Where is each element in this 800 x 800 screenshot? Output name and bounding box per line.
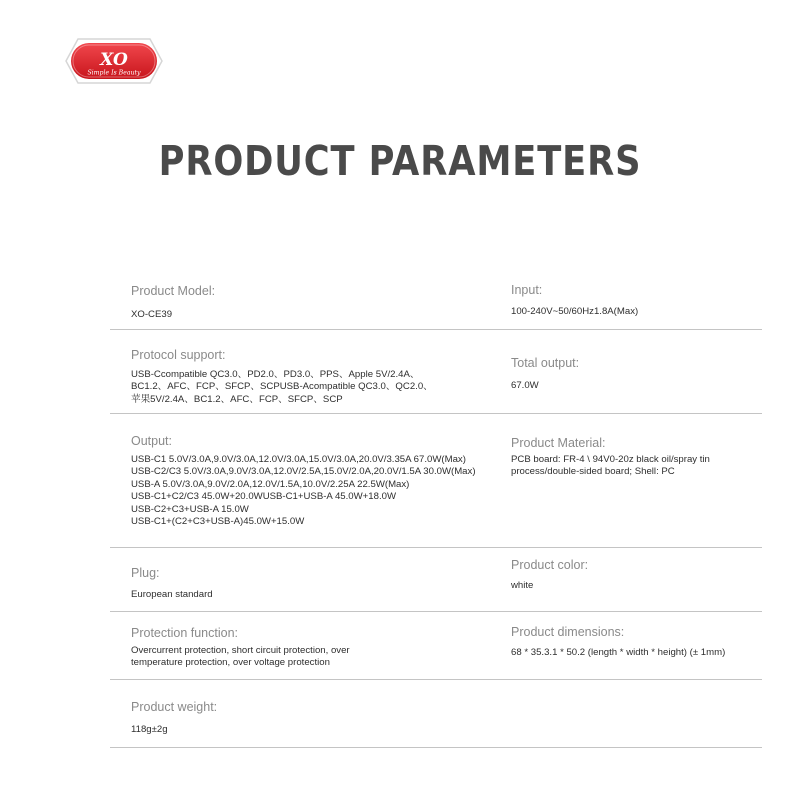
spec-value-lines: [131, 645, 491, 670]
spec-product-material: [511, 435, 761, 479]
spec-value-lines: [131, 454, 491, 528]
spec-value-line: USB-C1+(C2+C3+USB-A)45.0W+15.0W: [131, 516, 305, 528]
spec-row-output-material: [110, 414, 762, 548]
spec-value-line: USB-C1+C2/C3 45.0W+20.0WUSB-C1+USB-A 45.0W+18.0W: [131, 491, 397, 503]
spec-row-model-input: [110, 266, 762, 330]
spec-row-weight: [110, 680, 762, 748]
spec-label: Product Material:: [511, 436, 606, 450]
spec-value-line: USB-Ccompatible QC3.0、PD2.0、PD3.0、PPS、Apple 5V/2.4A、: [131, 369, 420, 380]
spec-input: [511, 282, 761, 318]
spec-value: XO-CE39: [131, 309, 173, 320]
spec-product-weight: [131, 699, 491, 736]
spec-output: [131, 433, 491, 528]
spec-product-color: [511, 557, 761, 592]
spec-value-line: USB-A 5.0V/3.0A,9.0V/2.0A,12.0V/1.5A,10.0V/2.25A 22.5W(Max): [131, 478, 410, 490]
spec-value-line: process/double-sided board; Shell: PC: [511, 466, 675, 478]
spec-plug: [131, 565, 491, 601]
spec-value-line: PCB board: FR-4 \ 94V0-20z black oil/spray tin: [511, 454, 710, 465]
spec-label: Product Model:: [131, 284, 216, 298]
spec-label: Plug:: [131, 566, 160, 580]
page-title: PRODUCT PARAMETERS: [158, 137, 642, 185]
spec-value: European standard: [131, 589, 213, 600]
spec-label: Product weight:: [131, 700, 218, 714]
spec-product-model: [131, 283, 491, 321]
spec-value-line: temperature protection, over voltage protection: [131, 657, 330, 669]
spec-value-line: USB-C2/C3 5.0V/3.0A,9.0V/3.0A,12.0V/2.5A,15.0V/2.0A,20.0V/1.5A 30.0W(Max): [131, 466, 476, 478]
spec-value-line: 苹果5V/2.4A、BC1.2、AFC、FCP、SFCP、SCP: [131, 393, 343, 405]
spec-value-lines: [131, 369, 491, 406]
spec-value: 100-240V~50/60Hz1.8A(Max): [511, 306, 639, 317]
spec-protection-function: [131, 625, 491, 670]
brand-logo: [58, 36, 170, 86]
spec-value-lines: [511, 454, 761, 479]
spec-label: Product dimensions:: [511, 625, 625, 639]
spec-row-protection-dimensions: [110, 612, 762, 680]
spec-value: 68 * 35.3.1 * 50.2 (length * width * height) (± 1mm): [511, 647, 726, 658]
spec-value-line: BC1.2、AFC、FCP、SFCP、SCPUSB-Acompatible QC3.0、QC2.0、: [131, 381, 433, 393]
spec-label: Output:: [131, 434, 172, 448]
spec-label: Total output:: [511, 356, 580, 370]
spec-protocol-support: [131, 347, 491, 406]
spec-total-output: [511, 355, 761, 392]
spec-product-dimensions: [511, 624, 761, 659]
spec-value-line: Overcurrent protection, short circuit protection, over: [131, 645, 350, 656]
spec-value-line: USB-C2+C3+USB-A 15.0W: [131, 503, 249, 515]
spec-row-protocol-output: [110, 330, 762, 414]
spec-value: 67.0W: [511, 380, 539, 391]
logo-tagline: Simple Is Beauty: [87, 69, 141, 77]
spec-value-line: USB-C1 5.0V/3.0A,9.0V/3.0A,12.0V/3.0A,15.0V/3.0A,20.0V/3.35A 67.0W(Max): [131, 454, 466, 465]
logo-text: XO: [100, 50, 128, 70]
spec-value: white: [511, 580, 534, 591]
spec-label: Protocol support:: [131, 348, 226, 362]
spec-value: 118g±2g: [131, 724, 168, 735]
spec-label: Protection function:: [131, 626, 239, 640]
spec-label: Product color:: [511, 558, 589, 572]
spec-table: [110, 266, 762, 748]
spec-row-plug-color: [110, 548, 762, 612]
spec-label: Input:: [511, 283, 543, 297]
